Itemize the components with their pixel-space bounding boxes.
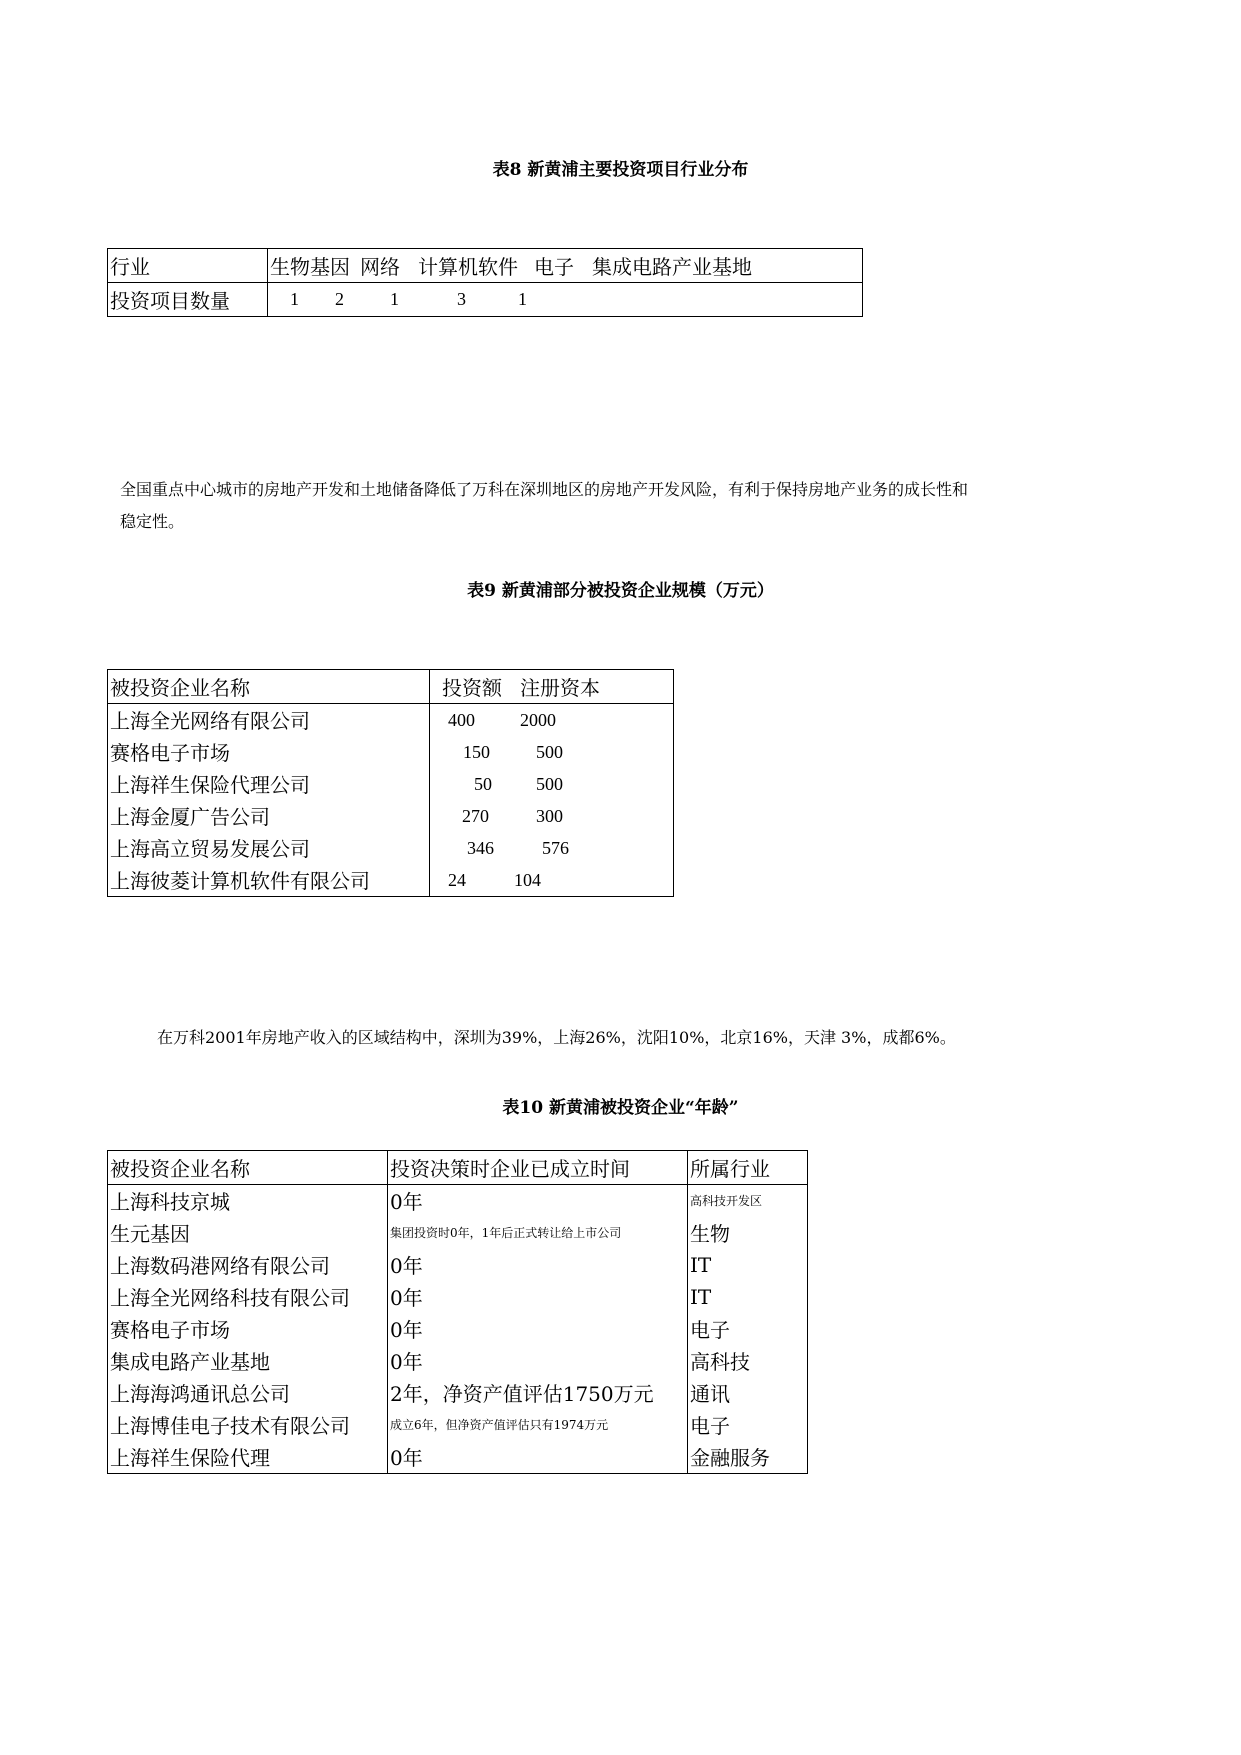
- table8-row2-label: 投资项目数量: [108, 283, 268, 317]
- table-row: [108, 1249, 808, 1281]
- industry: 电子: [688, 1313, 808, 1345]
- table9-title: 表9 新黄浦部分被投资企业规模（万元）: [467, 581, 774, 601]
- table-row: [108, 768, 674, 800]
- company-name: 上海高立贸易发展公司: [108, 832, 430, 864]
- table9-header-name: 被投资企业名称: [108, 670, 430, 704]
- industry-item: 计算机软件: [418, 255, 518, 279]
- company-name: 上海金厦广告公司: [108, 800, 430, 832]
- capital-value: 2000: [520, 710, 556, 730]
- industry: 高科技: [688, 1345, 808, 1377]
- table-row: [108, 1377, 808, 1409]
- table8-industry-row: [108, 249, 863, 283]
- table-row: [108, 1281, 808, 1313]
- invest-value: 400: [448, 710, 475, 730]
- table-row: [108, 864, 674, 897]
- table10-title: 表10 新黄浦被投资企业“年龄”: [502, 1098, 739, 1118]
- count-item: 1: [390, 289, 399, 309]
- table-row: [108, 1345, 808, 1377]
- industry: 金融服务: [688, 1441, 808, 1474]
- table9-header-row: [108, 670, 674, 704]
- table9-header-capital: 注册资本: [520, 676, 600, 700]
- company-name: 集成电路产业基地: [108, 1345, 388, 1377]
- table8-industries-cell: [268, 249, 863, 283]
- established-time: 0年: [388, 1249, 688, 1281]
- count-item: 1: [290, 289, 299, 309]
- invest-value: 150: [463, 741, 490, 762]
- established-time: 0年: [388, 1345, 688, 1377]
- company-name: 上海博佳电子技术有限公司: [108, 1409, 388, 1441]
- count-item: 3: [457, 289, 466, 309]
- company-name: 上海海鸿通讯总公司: [108, 1377, 388, 1409]
- established-time: 2年，净资产值评估1750万元: [388, 1377, 688, 1409]
- company-name: 上海彼菱计算机软件有限公司: [108, 864, 430, 897]
- company-name: 赛格电子市场: [108, 736, 430, 768]
- table10-header-name: 被投资企业名称: [108, 1151, 388, 1185]
- table9-header-invest: 投资额: [442, 676, 502, 700]
- capital-value: 500: [536, 773, 563, 794]
- paragraph-1: [120, 474, 1160, 538]
- company-name: 上海祥生保险代理: [108, 1441, 388, 1474]
- table10-header-row: [108, 1151, 808, 1185]
- company-name: 上海全光网络科技有限公司: [108, 1281, 388, 1313]
- company-values: [430, 736, 674, 768]
- table10: [107, 1150, 808, 1474]
- capital-value: 104: [514, 869, 541, 890]
- count-item: 1: [518, 289, 527, 309]
- invest-value: 50: [474, 773, 492, 794]
- invest-value: 346: [467, 837, 494, 858]
- table10-header-time: 投资决策时企业已成立时间: [388, 1151, 688, 1185]
- company-name: 生元基因: [108, 1217, 388, 1249]
- industry: IT: [688, 1281, 808, 1313]
- company-values: [430, 864, 674, 897]
- established-time: 0年: [388, 1185, 688, 1217]
- paragraph-1-line-2: 稳定性。: [120, 512, 185, 531]
- table-row: [108, 736, 674, 768]
- table-row: [108, 800, 674, 832]
- company-name: 上海全光网络有限公司: [108, 704, 430, 736]
- company-values: [430, 800, 674, 832]
- established-time: 0年: [388, 1281, 688, 1313]
- table-row: [108, 1217, 808, 1249]
- company-values: [430, 704, 674, 736]
- established-time: 0年: [388, 1313, 688, 1345]
- count-item: 2: [335, 289, 344, 309]
- capital-value: 500: [536, 741, 563, 762]
- industry-item: 网络: [360, 255, 400, 279]
- table8-counts-cell: [268, 283, 863, 317]
- table-row: [108, 1185, 808, 1217]
- established-time: 0年: [388, 1441, 688, 1474]
- table10-header-industry: 所属行业: [688, 1151, 808, 1185]
- table-row: [108, 704, 674, 736]
- paragraph-2: 在万科2001年房地产收入的区域结构中，深圳为39%，上海26%，沈阳10%，北京16%，天津 3%，成都6%。: [157, 1028, 956, 1047]
- table-row: [108, 1441, 808, 1474]
- table8: [107, 248, 863, 317]
- industry: 高科技开发区: [688, 1185, 808, 1217]
- table9-header-values: [430, 670, 674, 704]
- industry-item: 电子: [534, 255, 574, 279]
- company-name: 上海祥生保险代理公司: [108, 768, 430, 800]
- company-name: 赛格电子市场: [108, 1313, 388, 1345]
- invest-value: 270: [462, 805, 489, 826]
- table9: [107, 669, 674, 897]
- company-values: [430, 768, 674, 800]
- invest-value: 24: [448, 869, 466, 890]
- paragraph-1-line-1: 全国重点中心城市的房地产开发和土地储备降低了万科在深圳地区的房地产开发风险，有利于保持房地产业务的成长性和: [120, 480, 969, 499]
- company-name: 上海科技京城: [108, 1185, 388, 1217]
- table-row: [108, 1313, 808, 1345]
- industry: 通讯: [688, 1377, 808, 1409]
- table-row: [108, 832, 674, 864]
- table8-title: 表8 新黄浦主要投资项目行业分布: [492, 160, 749, 180]
- industry: 生物: [688, 1217, 808, 1249]
- table8-count-row: [108, 283, 863, 317]
- industry: IT: [688, 1249, 808, 1281]
- industry-item: 集成电路产业基地: [592, 255, 752, 279]
- company-values: [430, 832, 674, 864]
- capital-value: 300: [536, 805, 563, 826]
- established-time: 成立6年，但净资产值评估只有1974万元: [388, 1409, 688, 1441]
- industry: 电子: [688, 1409, 808, 1441]
- established-time: 集团投资时0年，1年后正式转让给上市公司: [388, 1217, 688, 1249]
- table8-row1-label: 行业: [108, 249, 268, 283]
- capital-value: 576: [542, 837, 569, 858]
- table-row: [108, 1409, 808, 1441]
- industry-item: 生物基因: [270, 255, 350, 279]
- company-name: 上海数码港网络有限公司: [108, 1249, 388, 1281]
